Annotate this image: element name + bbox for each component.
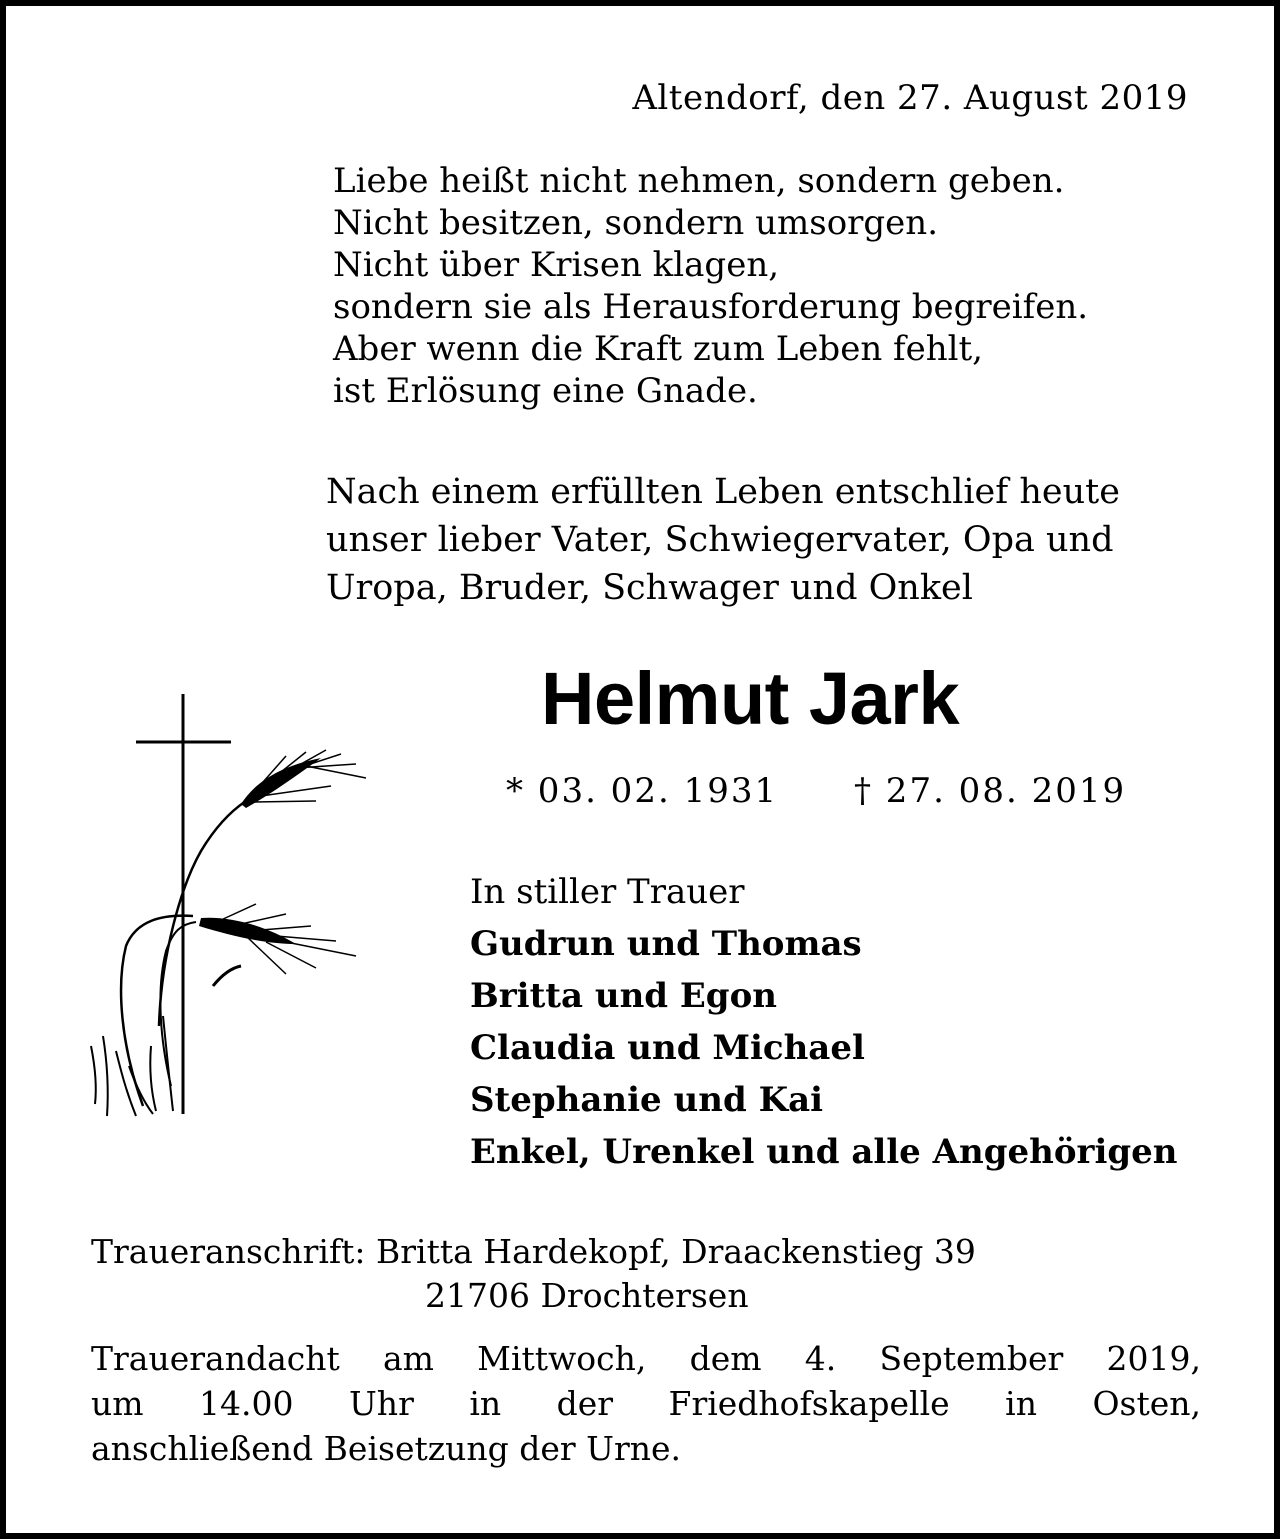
- mourners-heading: In stiller Trauer: [470, 872, 745, 912]
- poem: [333, 160, 1088, 412]
- service-word: dem: [689, 1339, 762, 1378]
- service-word: am: [382, 1339, 434, 1378]
- intro-line: Nach einem erfüllten Leben entschlief heute: [326, 472, 1120, 512]
- mourner-name: Claudia und Michael: [470, 1028, 865, 1068]
- service-word: Trauerandacht: [91, 1339, 340, 1378]
- birth-date: * 03. 02. 1931: [506, 771, 779, 811]
- service-word: 14.00: [199, 1384, 294, 1423]
- mourner-name: Britta und Egon: [470, 976, 777, 1016]
- intro-line: Uropa, Bruder, Schwager und Onkel: [326, 568, 973, 608]
- poem-line: Liebe heißt nicht nehmen, sondern geben.: [333, 161, 1065, 201]
- death-date: † 27. 08. 2019: [854, 771, 1127, 811]
- service-line: [91, 1381, 1201, 1426]
- cross-with-wheat-icon: [81, 686, 371, 1126]
- service-word: Friedhofskapelle: [668, 1384, 950, 1423]
- intro-line: unser lieber Vater, Schwiegervater, Opa und: [326, 520, 1114, 560]
- poem-line: Nicht besitzen, sondern umsorgen.: [333, 203, 939, 243]
- mourner-name: Enkel, Urenkel und alle Angehörigen: [470, 1132, 1178, 1172]
- intro-text: [326, 468, 1120, 612]
- service-line: [91, 1336, 1201, 1381]
- service-word: Mittwoch,: [477, 1339, 647, 1378]
- service-word: um: [91, 1384, 144, 1423]
- service-line: anschließend Beisetzung der Urne.: [91, 1429, 682, 1468]
- mourner-name: Gudrun und Thomas: [470, 924, 862, 964]
- mourners-block: [470, 866, 1178, 1178]
- service-word: 4.: [804, 1339, 837, 1378]
- service-info: [91, 1336, 1201, 1471]
- place-date: Altendorf, den 27. August 2019: [632, 78, 1188, 118]
- poem-line: Nicht über Krisen klagen,: [333, 245, 780, 285]
- service-word: in: [469, 1384, 502, 1423]
- poem-line: ist Erlösung eine Gnade.: [333, 371, 758, 411]
- address-line: 21706 Drochtersen: [425, 1276, 749, 1315]
- service-word: September: [879, 1339, 1064, 1378]
- poem-line: sondern sie als Herausforderung begreifen.: [333, 287, 1089, 327]
- mourning-address: [91, 1230, 976, 1318]
- service-word: der: [556, 1384, 614, 1423]
- deceased-name: Helmut Jark: [541, 657, 960, 740]
- poem-line: Aber wenn die Kraft zum Leben fehlt,: [333, 329, 983, 369]
- service-word: in: [1005, 1384, 1037, 1423]
- service-word: 2019,: [1106, 1339, 1201, 1378]
- service-word: Uhr: [349, 1384, 414, 1423]
- service-word: Osten,: [1092, 1384, 1201, 1423]
- mourner-name: Stephanie und Kai: [470, 1080, 824, 1120]
- address-line: Traueranschrift: Britta Hardekopf, Draackenstieg 39: [91, 1232, 976, 1271]
